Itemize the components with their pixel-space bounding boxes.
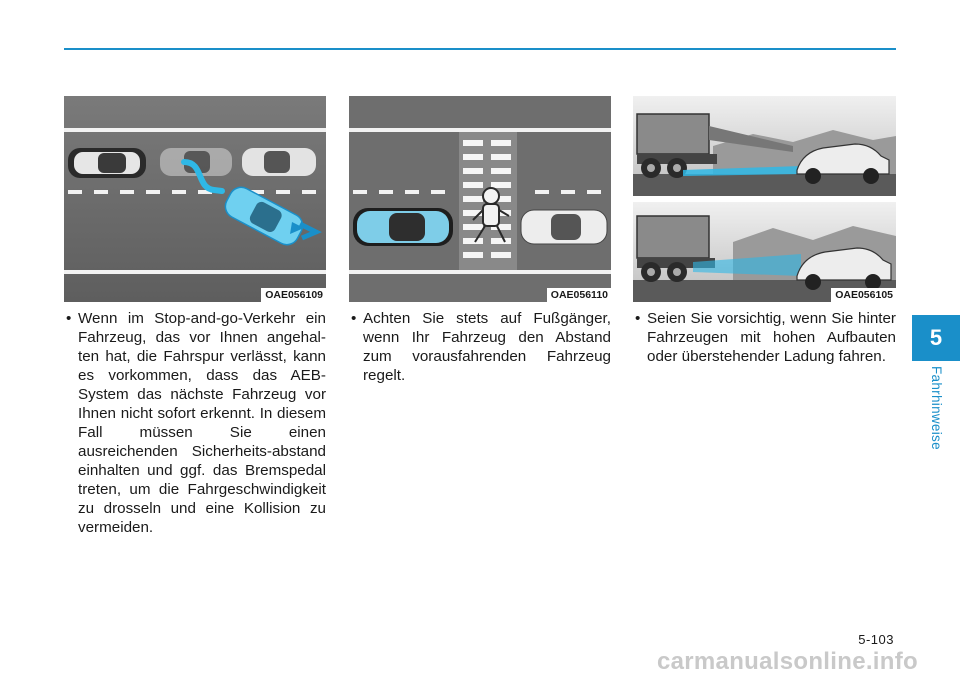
- car-ahead-icon: [242, 148, 316, 176]
- figure-truck: [633, 96, 896, 302]
- header-rule: [64, 48, 896, 50]
- caption-truck: • Seien Sie vorsichtig, wenn Sie hinter Fahrzeugen mit hohen Aufbauten oder überstehender Ladung fahren.: [633, 309, 896, 366]
- caption-pedestrian: • Achten Sie stets auf Fußgänger, wenn Ihr Fahrzeug den Abstand zum vorausfahrenden Fahrzeug regelt.: [349, 309, 611, 385]
- figure-code: OAE056109: [261, 288, 326, 302]
- page-number: 5-103: [858, 632, 894, 647]
- car-ahead-icon: [521, 210, 607, 244]
- car-rear-icon: [68, 148, 146, 178]
- figure-lane-change: [64, 96, 326, 302]
- figure-code: OAE056105: [831, 288, 896, 302]
- chapter-number-tab[interactable]: 5: [912, 315, 960, 361]
- watermark: carmanualsonline.info: [656, 648, 918, 675]
- figure-code: OAE056110: [547, 288, 611, 302]
- pedestrian-illustration: [349, 96, 611, 302]
- figure-pedestrian: [349, 96, 611, 302]
- car-own-icon: [353, 208, 453, 246]
- chapter-title: Fahrhinweise: [929, 366, 944, 450]
- lane-change-illustration: [64, 96, 326, 302]
- truck-illustration: [633, 96, 896, 302]
- caption-lane-change: • Wenn im Stop-and-go-Verkehr ein Fahrzeug, das vor Ihnen angehal-ten hat, die Fahrspur verlässt, kann es vorkommen, dass das AEB-System das nächste Fahrzeug vor Ihnen nicht sofort erkennt. In diesem Fall müssen Sie einen ausreichenden Sicherheits-abstand einhalten und ggf. das Bremspedal treten, um die Fahrgeschwindigkeit zu drosseln und eine Kollision zu vermeiden.: [64, 309, 326, 537]
